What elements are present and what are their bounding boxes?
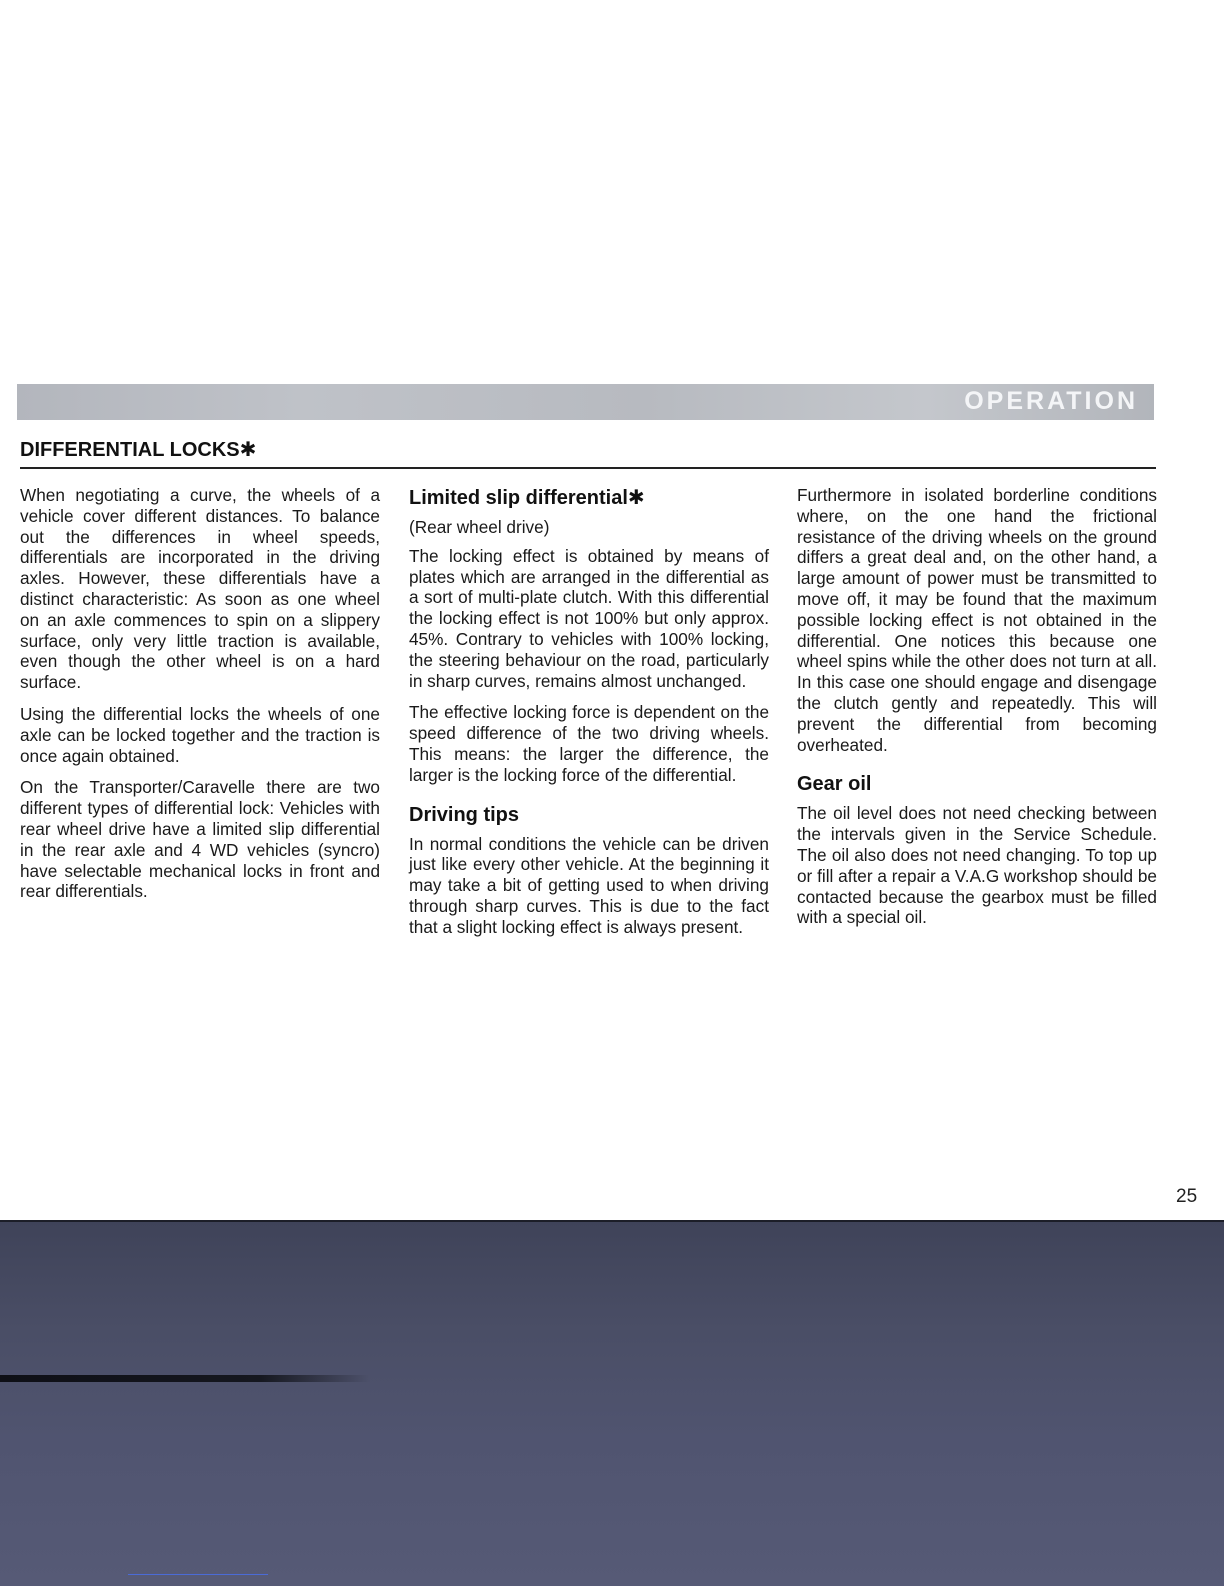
text-column-2 (409, 485, 769, 949)
subheading-gear-oil: Gear oil (797, 773, 872, 796)
paragraph: On the Transporter/Caravelle there are two different types of differential lock: Vehicles with rear wheel drive have a limited slip differential in the rear axle and 4 WD vehicles (syncro) have selectable mechanical locks in front and rear differentials. (20, 777, 380, 902)
subheading-limited-slip: Limited slip differential✱ (409, 487, 645, 509)
heading-divider (20, 467, 1156, 469)
section-header-bar (17, 384, 1154, 420)
paragraph: When negotiating a curve, the wheels of a vehicle cover different distances. To balance out the differences in wheel speeds, differentials are incorporated in the driving axles. However, these differentials have a distinct characteristic: As soon as one wheel on an axle commences to spin on a slippery surface, only very little traction is available, even though the other wheel is on a hard surface. (20, 485, 380, 693)
paragraph: The oil level does not need checking between the intervals given in the Service Schedule. The oil also does not need changing. To top up or fill after a repair a V.A.G workshop should be contacted because the gearbox must be filled with a special oil. (797, 803, 1157, 928)
text-column-1 (20, 485, 380, 913)
paragraph: The locking effect is obtained by means of plates which are arranged in the differential as a sort of multi-plate clutch. With this differential the locking effect is not 100% but only approx. 45%. Contrary to vehicles with 100% locking, the steering behaviour on the road, particularly in sharp curves, remains almost unchanged. (409, 545, 769, 691)
subheading-driving-tips: Driving tips (409, 803, 520, 826)
paragraph: Using the differential locks the wheels of one axle can be locked together and the traction is once again obtained. (20, 703, 380, 766)
scan-backdrop-edge (0, 1375, 370, 1382)
scan-backdrop (0, 1220, 1224, 1586)
drive-type-note: (Rear wheel drive) (409, 517, 550, 537)
text-column-3 (797, 485, 1157, 939)
section-label: OPERATION (964, 387, 1138, 415)
paragraph: Furthermore in isolated borderline conditions where, on the one hand the frictional resistance of the driving wheels on the ground differs a great deal and, on the other hand, a large amount of power must be transmitted to move off, it may be found that the maximum possible locking effect is not obtained in the differential. One notices this because one wheel spins while the other does not turn at all. In this case one should engage and disengage the clutch gently and repeatedly. This will prevent the differential from becoming overheated. (797, 485, 1157, 755)
paragraph: The effective locking force is dependent on the speed difference of the two driving wheels. This means: the larger the difference, the larger is the locking force of the differential. (409, 702, 769, 785)
page-number: 25 (1176, 1186, 1198, 1207)
scan-artifact-line (128, 1574, 268, 1575)
paragraph: In normal conditions the vehicle can be driven just like every other vehicle. At the beginning it may take a bit of getting used to when driving through sharp curves. This is due to the fact that a slight locking effect is always present. (409, 833, 769, 937)
page-title: DIFFERENTIAL LOCKS✱ (20, 439, 257, 461)
